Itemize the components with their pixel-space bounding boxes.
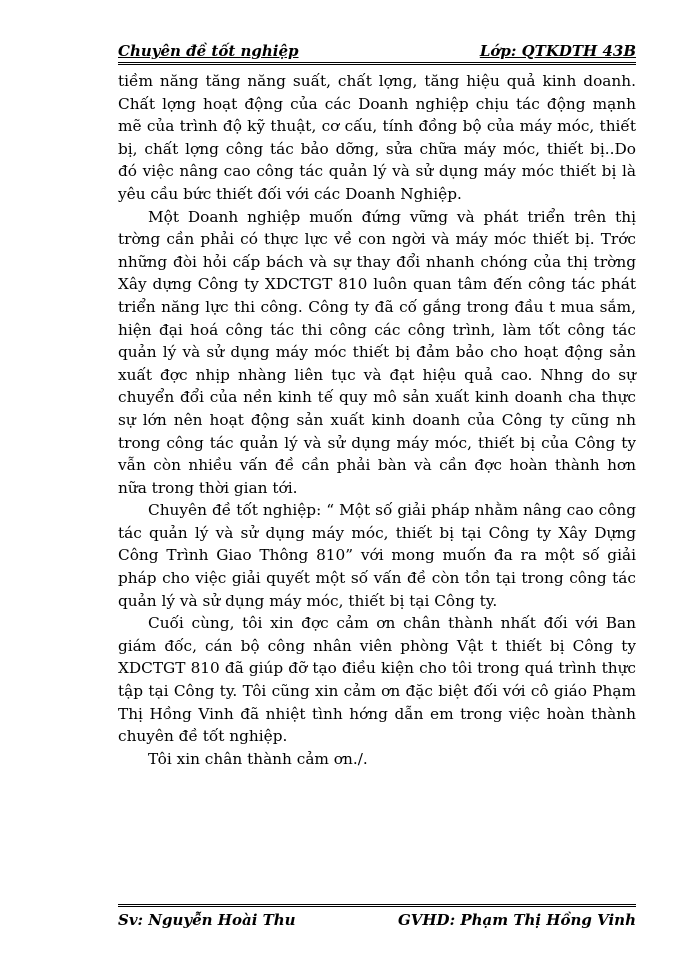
footer-supervisor-name: GVHD: Phạm Thị Hồng Vinh (397, 911, 636, 929)
paragraph-2: Một Doanh nghiệp muốn đứng vững và phát triển trên thị trờng cần phải có thực lực về con ngời và máy móc thiết bị. Trớc những đòi hỏi cấp bách và sự thay đổi nhanh chóng của thị trờng Xây dựng Công ty XDCTGT 810 luôn quan tâm đến công tác phát triển năng lực thi công. Công ty đã cố gắng trong đầu t mua sắm, hiện đại hoá công tác thi công các công trình, làm tốt công tác quản lý và sử dụng máy móc thiết bị đảm bảo cho hoạt động sản xuất đợc nhịp nhàng liên tục và đạt hiệu quả cao. Nhng do sự chuyển đổi của nền kinh tế quy mô sản xuất kinh doanh cha thực sự lớn nên hoạt động sản xuất kinh doanh của Công ty cũng nh trong công tác quản lý và sử dụng máy móc, thiết bị của Công ty vẫn còn nhiều vấn đề cần phải bàn và cần đợc hoàn thành hơn nữa trong thời gian tới. (118, 207, 636, 497)
document-body (118, 70, 636, 770)
header-document-title: Chuyên đề tốt nghiệp (118, 42, 299, 60)
page-header (118, 38, 636, 65)
paragraph-5: Tôi xin chân thành cảm ơn./. (148, 749, 368, 768)
footer-student-name: Sv: Nguyễn Hoài Thu (118, 911, 296, 929)
page-footer (118, 904, 636, 929)
header-class-label: Lớp: QTKDTH 43B (479, 42, 636, 60)
paragraph-3: Chuyên đề tốt nghiệp: “ Một số giải pháp nhằm nâng cao công tác quản lý và sử dụng máy móc, thiết bị tại Công ty Xây Dựng Công Trình Giao Thông 810” với mong muốn đa ra một số giải pháp cho việc giải quyết một số vấn đề còn tồn tại trong công tác quản lý và sử dụng máy móc, thiết bị tại Công ty. (118, 501, 636, 610)
paragraph-1: tiềm năng tăng năng suất, chất lợng, tăng hiệu quả kinh doanh. Chất lợng hoạt động của các Doanh nghiệp chịu tác động mạnh mẽ của trình độ kỹ thuật, cơ cấu, tính đồng bộ của máy móc, thiết bị, chất lợng công tác bảo dỡng, sửa chữa máy móc, thiết bị..Do đó việc nâng cao công tác quản lý và sử dụng máy móc thiết bị là yêu cầu bức thiết đối với các Doanh Nghiệp. (118, 72, 636, 203)
paragraph-4: Cuối cùng, tôi xin đợc cảm ơn chân thành nhất đối với Ban giám đốc, cán bộ công nhân viên phòng Vật t thiết bị Công ty XDCTGT 810 đã giúp đỡ tạo điều kiện cho tôi trong quá trình thực tập tại Công ty. Tôi cũng xin cảm ơn đặc biệt đối với cô giáo Phạm Thị Hồng Vinh đã nhiệt tình hớng dẫn em trong việc hoàn thành chuyên đề tốt nghiệp. (118, 614, 636, 746)
